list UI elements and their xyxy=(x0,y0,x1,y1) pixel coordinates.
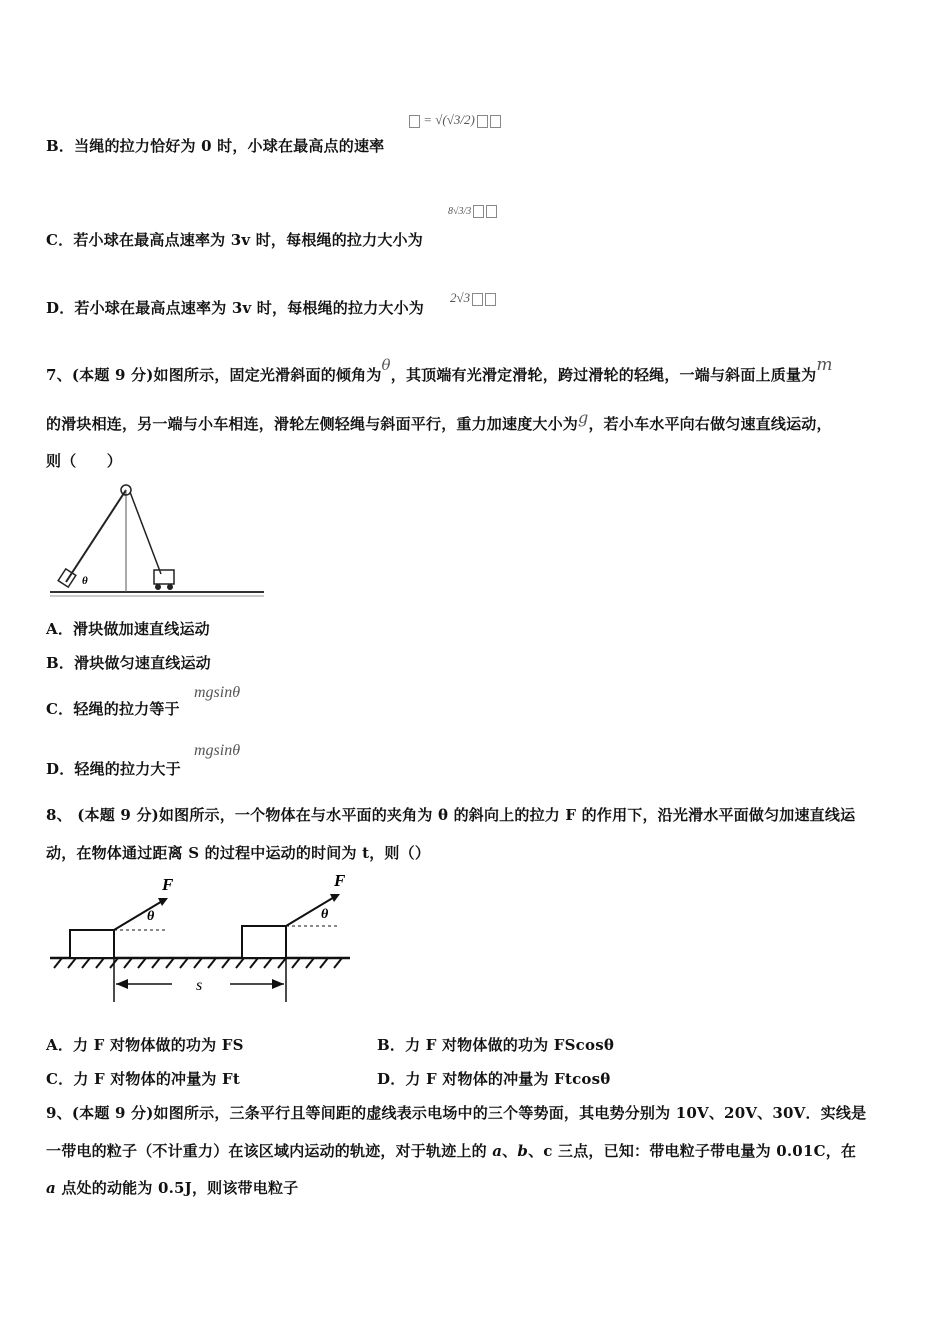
q8-force-arrow-2 xyxy=(286,896,336,926)
q9-line3-text: 点处的动能为 0.5J，则该带电粒子 xyxy=(55,1179,299,1197)
q6-option-d: D．若小球在最高点速率为 3v 时，每根绳的拉力大小为 xyxy=(46,299,425,317)
q7-option-d-formula: mgsinθ xyxy=(194,742,241,759)
q7-stem-b: ，其顶端有光滑定滑轮，跨过滑轮的轻绳，一端与斜面上质量为 xyxy=(390,366,817,384)
q7-stem-line3: 则（ ） xyxy=(46,452,123,470)
q7-option-d: D．轻绳的拉力大于 xyxy=(46,760,181,778)
q7-option-a: A．滑块做加速直线运动 xyxy=(46,620,210,638)
q8-label-F2: F xyxy=(334,871,346,890)
q8-option-d: D．力 F 对物体的冲量为 Ftcosθ xyxy=(377,1070,611,1088)
q9-line2-b: 、c 三点，已知：带电粒子带电量为 0.01C，在 xyxy=(528,1142,857,1160)
q7-stem-c: 的滑块相连，另一端与小车相连，滑轮左侧轻绳与斜面平行，重力加速度大小为 xyxy=(46,415,579,433)
q9-line1: 9、(本题 9 分)如图所示，三条平行且等间距的虚线表示电场中的三个等势面，其电势分别为 10V、20V、30V．实线是 xyxy=(46,1104,867,1122)
q6-option-c: C．若小球在最高点速率为 3v 时，每根绳的拉力大小为 xyxy=(46,231,423,249)
q8-label-F1: F xyxy=(162,875,174,894)
q6-formula-c-text: 8√3/3 xyxy=(448,205,472,217)
q8-stem-line1: 8、 (本题 9 分)如图所示，一个物体在与水平面的夹角为 θ 的斜向上的拉力 F 的作用下，沿光滑水平面做匀加速直线运 xyxy=(46,806,856,824)
q8-option-a: A．力 F 对物体做的功为 FS xyxy=(46,1036,244,1054)
q7-incline xyxy=(66,490,126,582)
q7-rope-right xyxy=(130,492,161,574)
q8-dist-arrow-left xyxy=(116,979,128,989)
q8-ground-hatching xyxy=(54,958,342,968)
q8-stem-line2: 动，在物体通过距离 S 的过程中运动的时间为 t，则（） xyxy=(46,844,431,862)
q6-option-b-formula xyxy=(407,112,501,128)
q7-incline-figure xyxy=(46,482,268,600)
q7-cart-wheel-left xyxy=(155,584,161,590)
q9-separator: 、 xyxy=(502,1142,518,1160)
q6-formula-d-text: 2√3 xyxy=(450,290,471,305)
q7-stem-d: ，若小车水平向右做匀速直线运动， xyxy=(588,415,832,433)
q9-line2-a: 一带电的粒子（不计重力）在该区域内运动的轨迹，对于轨迹上的 xyxy=(46,1142,493,1160)
q6-option-c-formula xyxy=(448,205,497,218)
q7-option-c: C．轻绳的拉力等于 xyxy=(46,700,180,718)
q8-label-theta1: θ xyxy=(147,909,155,924)
q8-option-c: C．力 F 对物体的冲量为 Ft xyxy=(46,1070,241,1088)
q7-option-b: B．滑块做匀速直线运动 xyxy=(46,654,211,672)
q6-option-d-formula xyxy=(450,290,496,306)
q9-point-a: a xyxy=(492,1142,503,1160)
q7-stem-a: 7、(本题 9 分)如图所示，固定光滑斜面的倾角为 xyxy=(46,366,382,384)
q9-point-a2: a xyxy=(46,1179,56,1197)
q9-line2 xyxy=(46,1140,856,1161)
q7-theta-symbol: θ xyxy=(381,356,391,374)
q9-line3 xyxy=(46,1177,298,1198)
q8-force-figure xyxy=(46,868,358,1008)
q7-m-symbol: m xyxy=(816,355,833,375)
q7-figure-theta: θ xyxy=(82,575,88,587)
q8-force-arrow-1 xyxy=(114,900,164,930)
q6-option-b: B．当绳的拉力恰好为 0 时，小球在最高点的速率 xyxy=(46,137,385,155)
q9-point-b: b xyxy=(517,1142,529,1160)
q8-block-2 xyxy=(242,926,286,958)
q8-label-s: s xyxy=(196,977,203,994)
q7-cart xyxy=(154,570,174,584)
q7-option-c-formula: mgsinθ xyxy=(194,684,241,701)
q8-label-theta2: θ xyxy=(321,907,329,922)
q8-dist-arrow-right xyxy=(272,979,284,989)
q7-stem-line1 xyxy=(46,355,833,385)
q7-cart-wheel-right xyxy=(167,584,173,590)
q6-formula-b-text: = √(√3/2) xyxy=(423,112,475,127)
q7-g-symbol: g xyxy=(578,408,589,427)
q8-option-b: B．力 F 对物体做的功为 FScosθ xyxy=(377,1036,615,1054)
q7-stem-line2 xyxy=(46,408,832,434)
q8-block-1 xyxy=(70,930,114,958)
